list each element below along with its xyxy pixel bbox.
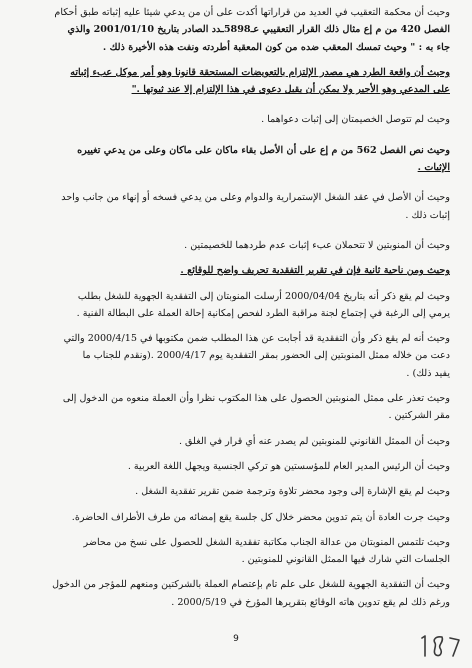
document-body	[22, 4, 450, 611]
line: جاء به : " وحيث تمسك المعقب ضده من كون المعقبة أطردته ونفت هذه الأخيرة ذلك .	[102, 41, 450, 53]
handwritten-folio-number	[418, 632, 464, 660]
line: وحيث أن المنوبتين لا تتحملان عبء إثبات عدم طردهما للخصيمتين .	[184, 239, 450, 251]
paragraph-11	[22, 433, 450, 450]
paragraph-16	[22, 576, 450, 611]
line: وحيث أن التفقدية الجهوية للشغل على علم تام بإعتصام العملة بالشركتين ومنعهم للمؤجر من الدخول	[52, 579, 450, 591]
line: الفصل 420 من م إع مثال ذلك القرار التعقيبي عـ5898ـدد الصادر بتاريخ 2001/01/10 والذي	[67, 24, 450, 36]
paragraph-5	[22, 189, 450, 224]
line: وحيث تلتمس المنوبتان من عدالة الجناب مكاتبة تفقدية الشغل للحصول على نسخ من محاضر	[83, 536, 450, 548]
line: وحيث لم يقع ذكر أنه بتاريخ 2000/04/04 أرسلت المنوبتان إلى التفقدية الجهوية للشغل بطلب	[77, 290, 450, 302]
line: وحيث أن الممثل القانوني للمنوبتين لم يصدر عنه أي قرار في الغلق .	[178, 435, 450, 447]
paragraph-2	[22, 64, 450, 99]
line: وحيث تعذر على ممثل المنوبتين الحصول على هذا المكتوب نظرا وأن العملة منعوه من الدخول إلى	[62, 393, 450, 405]
line: وحيث لم تتوصل الخصيمتان إلى إثبات دعواهما .	[261, 114, 450, 126]
line: يرمي إلى الرغبة في إجتماع لجنة مراقبة الطرد لفحص إمكانية إحالة العملة على البطالة الفنية .	[76, 307, 450, 319]
line: وحيث أن واقعة الطرد هي مصدر الإلتزام بالتعويضات المستحقة قانونا وهو أمر موكل عبء إثباته	[70, 66, 450, 78]
paragraph-1	[22, 4, 450, 56]
paragraph-7	[22, 262, 450, 279]
paragraph-4	[22, 142, 450, 177]
paragraph-6	[22, 237, 450, 254]
line: وحيث أن محكمة التعقيب في العديد من قراراتها أكدت على أن من يدعي شيئا عليه إثباته طبق أحكام	[54, 7, 450, 18]
line: على المدعي وهو الأجير ولا يمكن أن يقبل دعوى في هذا الإلتزام إلا عند ثبوتها ."	[131, 84, 450, 96]
paragraph-15	[22, 534, 450, 569]
page-number: 9	[233, 634, 239, 644]
line: وحيث جرت العادة أن يتم تدوين محضر خلال كل جلسة يقع إمضائه من طرف الأطراف الحاضرة.	[71, 511, 450, 523]
line: الإثبات .	[417, 162, 450, 174]
line: وحيث أن الأصل في عقد الشغل الإستمرارية والدوام وعلى من يدعي فسخه أو إنهاء من جانب واحد	[61, 192, 450, 204]
line: وحيث نص الفصل 562 من م إع على أن الأصل بقاء ماكان على ماكان وعلى من يدعي تغييره	[77, 144, 450, 156]
line: وحيث ومن ناحية ثانية فإن في تقرير التفقدية تحريف واضح للوقائع .	[180, 265, 450, 277]
line: دعت من خلاله ممثل المنوبتين إلى الحضور بمقر التفقدية يوم 2000/4/17 .(ونقدم للجناب ما	[82, 350, 450, 362]
paragraph-9	[22, 330, 450, 382]
paragraph-12	[22, 458, 450, 475]
paragraph-3	[22, 111, 450, 128]
line: وحيث أن الرئيس المدير العام للمؤسستين هو تركي الجنسية ويجهل اللغة العربية .	[127, 460, 450, 472]
line: مقر الشركتين .	[388, 410, 450, 422]
line: إثبات ذلك .	[405, 209, 450, 221]
line: وحيث أنه لم يقع ذكر وأن التفقدية قد أجابت عن هذا المطلب ضمن مكتوبها في 2000/4/15 والتي	[63, 333, 450, 345]
paragraph-8	[22, 288, 450, 323]
line: يفيد ذلك) .	[406, 367, 450, 379]
line: وحيث لم يقع الإشارة إلى وجود محضر تلاوة وترجمة ضمن تقرير تفقدية الشغل .	[135, 486, 450, 498]
line: الجلسات التي شارك فيها الممثل القانوني للمنوبتين .	[241, 554, 450, 566]
paragraph-13	[22, 483, 450, 500]
paragraph-14	[22, 509, 450, 526]
line: ورغم ذلك لم يقع تدوين هاته الوقائع بتقريرها المؤرخ في 2000/5/19 .	[171, 596, 450, 608]
paragraph-10	[22, 390, 450, 425]
